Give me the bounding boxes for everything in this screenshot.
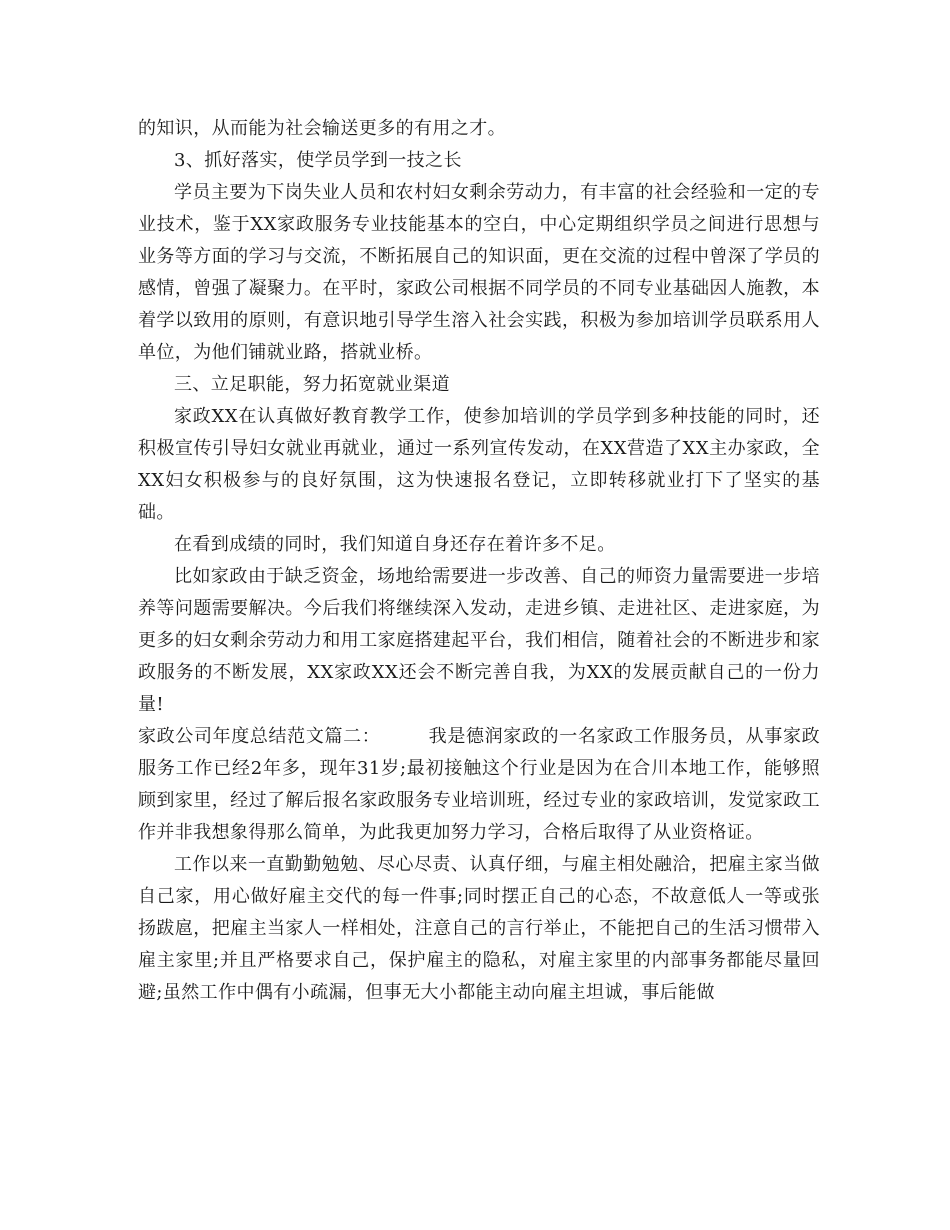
document-body [138, 113, 820, 1009]
paragraph-shortcomings: 在看到成绩的同时，我们知道自身还存在着许多不足。 [174, 534, 616, 555]
section-heading-3: 三、立足职能，努力拓宽就业渠道 [174, 374, 450, 395]
section-two-lead [138, 721, 820, 849]
section-two-body: 工作以来一直勤勤勉勉、尽心尽责、认真仔细，与雇主相处融洽，把雇主家当做自己家，用心做好雇主交代的每一件事;同时摆正自己的心态，不故意低人一等或张扬跋扈，把雇主当家人一样相处，注意自己的言行举止，不能把自己的生活习惯带入雇主家里;并且严格要求自己，保护雇主的隐私，对雇主家里的内部事务都能尽量回避;虽然工作中偶有小疏漏，但事无大小都能主动向雇主坦诚，事后能做 [138, 854, 820, 1003]
paragraph-trainees: 学员主要为下岗失业人员和农村妇女剩余劳动力，有丰富的社会经验和一定的专业技术，鉴于XX家政服务专业技能基本的空白，中心定期组织学员之间进行思想与业务等方面的学习与交流，不断拓展自己的知识面，更在交流的过程中曾深了学员的感情，曾强了凝聚力。在平时，家政公司根据不同学员的不同专业基础因人施教，本着学以致用的原则，有意识地引导学生溶入社会实践，积极为参加培训学员联系用人单位，为他们铺就业路，搭就业桥。 [138, 182, 820, 363]
section-two-intro: 我是德润家政的一名家政工作服务员，从事家政服务工作已经2年多，现年31岁;最初接触这个行业是因为在合川本地工作，能够照顾到家里，经过了解后报名家政服务专业培训班，经过专业的家政培训，发觉家政工作并非我想象得那么简单，为此我更加努力学习，合格后取得了从业资格证。 [138, 726, 821, 843]
paragraph-1: 的知识，从而能为社会输送更多的有用之才。 [138, 118, 506, 139]
paragraph-employment: 家政XX在认真做好教育教学工作，使参加培训的学员学到多种技能的同时，还积极宣传引导妇女就业再就业，通过一系列宣传发动，在XX营造了XX主办家政，全XX妇女积极参与的良好氛围，这为快速报名登记，立即转移就业打下了坚实的基础。 [138, 406, 820, 523]
section-two-title: 家政公司年度总结范文篇二： [138, 726, 381, 747]
paragraph-future: 比如家政由于缺乏资金，场地给需要进一步改善、自己的师资力量需要进一步培养等问题需要解决。今后我们将继续深入发动，走进乡镇、走进社区、走进家庭，为更多的妇女剩余劳动力和用工家庭搭建起平台，我们相信，随着社会的不断进步和家政服务的不断发展，XX家政XX还会不断完善自我，为XX的发展贡献自己的一份力量! [138, 566, 820, 715]
subheading-3: 3、抓好落实，使学员学到一技之长 [174, 150, 462, 171]
